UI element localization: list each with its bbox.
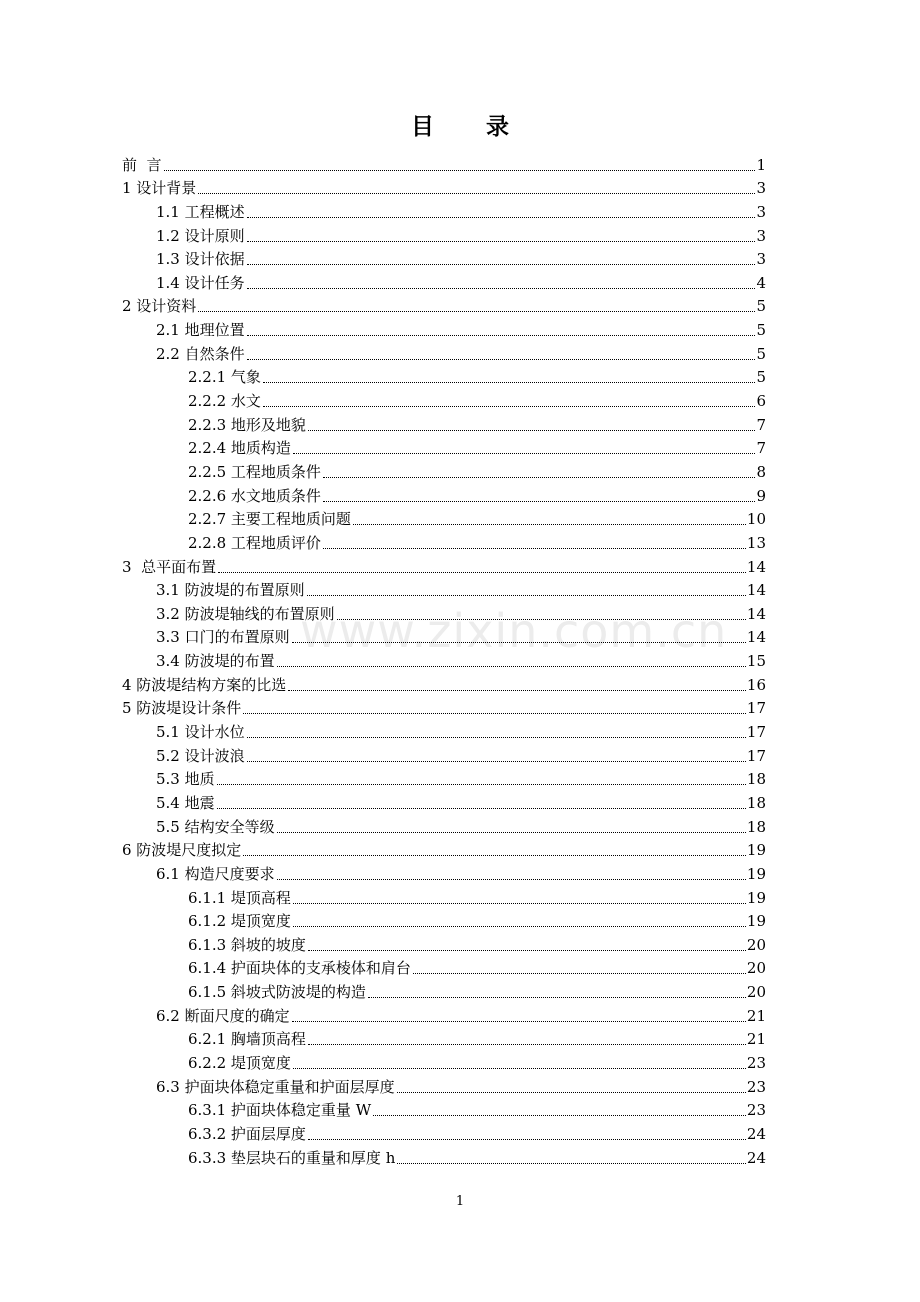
toc-dot-leader <box>307 595 746 596</box>
toc-dot-leader <box>247 359 756 360</box>
toc-dot-leader <box>218 572 746 573</box>
toc-entry-page: 19 <box>746 912 766 931</box>
toc-entry[interactable] <box>122 387 766 411</box>
toc-entry[interactable] <box>122 411 766 435</box>
toc-dot-leader <box>277 832 746 833</box>
toc-entry[interactable] <box>122 695 766 719</box>
toc-entry-page: 23 <box>746 1053 766 1072</box>
toc-entry-page: 1 <box>756 155 766 174</box>
toc-dot-leader <box>308 950 746 951</box>
toc-entry-label: 2.2.5 工程地质条件 <box>188 462 321 481</box>
toc-entry-label: 1.1 工程概述 <box>156 202 245 221</box>
toc-entry[interactable] <box>122 175 766 199</box>
toc-entry-page: 17 <box>746 723 766 742</box>
toc-entry[interactable] <box>122 435 766 459</box>
toc-dot-leader <box>263 382 756 383</box>
toc-dot-leader <box>373 1115 746 1116</box>
toc-dot-leader <box>292 642 746 643</box>
toc-dot-leader <box>263 406 756 407</box>
toc-dot-leader <box>323 477 756 478</box>
toc-entry-label: 6.3.3 垫层块石的重量和厚度 h <box>188 1148 396 1167</box>
toc-entry[interactable] <box>122 671 766 695</box>
toc-entry-page: 3 <box>756 179 766 198</box>
toc-dot-leader <box>247 288 756 289</box>
toc-entry-page: 21 <box>746 1006 766 1025</box>
toc-entry[interactable] <box>122 860 766 884</box>
toc-entry[interactable] <box>122 908 766 932</box>
toc-entry-label: 2.2.3 地形及地貌 <box>188 415 306 434</box>
toc-entry[interactable] <box>122 1144 766 1168</box>
toc-entry-label: 5.5 结构安全等级 <box>156 817 275 836</box>
toc-dot-leader <box>164 170 756 171</box>
toc-dot-leader <box>292 1021 746 1022</box>
toc-entry[interactable] <box>122 1049 766 1073</box>
toc-entry-page: 23 <box>746 1101 766 1120</box>
toc-entry[interactable] <box>122 955 766 979</box>
toc-entry-page: 5 <box>756 321 766 340</box>
toc-entry[interactable] <box>122 718 766 742</box>
toc-entry-page: 4 <box>756 273 766 292</box>
toc-entry-label: 6.1.1 堤顶高程 <box>188 888 291 907</box>
toc-entry-page: 17 <box>746 746 766 765</box>
toc-dot-leader <box>337 619 746 620</box>
toc-entry[interactable] <box>122 978 766 1002</box>
toc-entry-label: 5 防波堤设计条件 <box>122 699 242 718</box>
toc-entry-page: 24 <box>746 1124 766 1143</box>
toc-entry-label: 5.3 地质 <box>156 770 215 789</box>
toc-dot-leader <box>323 548 746 549</box>
toc-dot-leader <box>293 1068 746 1069</box>
toc-entry-label: 2.2.2 水文 <box>188 392 261 411</box>
toc-dot-leader <box>247 761 746 762</box>
toc-entry-page: 15 <box>746 652 766 671</box>
toc-entry-page: 3 <box>756 226 766 245</box>
toc-entry-label: 1.4 设计任务 <box>156 273 245 292</box>
toc-entry[interactable] <box>122 837 766 861</box>
toc-entry[interactable] <box>122 1026 766 1050</box>
toc-entry-page: 5 <box>756 297 766 316</box>
toc-entry-label: 2.1 地理位置 <box>156 321 245 340</box>
toc-entry-label: 3.2 防波堤轴线的布置原则 <box>156 604 335 623</box>
toc-entry-label: 6.2 断面尺度的确定 <box>156 1006 290 1025</box>
toc-entry-label: 2.2.4 地质构造 <box>188 439 291 458</box>
toc-entry-label: 1.2 设计原则 <box>156 226 245 245</box>
toc-dot-leader <box>243 855 746 856</box>
toc-entry-label: 3.4 防波堤的布置 <box>156 652 275 671</box>
toc-entry-label: 6 防波堤尺度拟定 <box>122 841 242 860</box>
watermark: www.zixin.com.cn <box>300 604 728 658</box>
toc-dot-leader <box>217 808 746 809</box>
toc-dot-leader <box>247 264 756 265</box>
toc-entry-page: 7 <box>756 415 766 434</box>
toc-dot-leader <box>368 997 746 998</box>
toc-entry-page: 20 <box>746 935 766 954</box>
toc-entry-label: 2.2.1 气象 <box>188 368 261 387</box>
toc-entry-label: 3 总平面布置 <box>122 557 217 576</box>
toc-entry-page: 6 <box>756 392 766 411</box>
toc-entry-label: 前 言 <box>122 155 162 174</box>
toc-entry[interactable] <box>122 151 766 175</box>
toc-entry-page: 16 <box>746 675 766 694</box>
toc-entry[interactable] <box>122 1002 766 1026</box>
toc-entry[interactable] <box>122 364 766 388</box>
toc-entry-page: 17 <box>746 699 766 718</box>
toc-dot-leader <box>397 1092 746 1093</box>
toc-entry-label: 2 设计资料 <box>122 297 197 316</box>
toc-dot-leader <box>397 1163 746 1164</box>
toc-entry-label: 6.3.1 护面块体稳定重量 W <box>188 1101 372 1120</box>
toc-entry[interactable] <box>122 742 766 766</box>
toc-entry[interactable] <box>122 316 766 340</box>
toc-dot-leader <box>413 973 746 974</box>
toc-entry-page: 13 <box>746 533 766 552</box>
toc-entry-label: 2.2 自然条件 <box>156 344 245 363</box>
toc-entry[interactable] <box>122 789 766 813</box>
toc-dot-leader <box>353 524 746 525</box>
toc-dot-leader <box>293 903 746 904</box>
toc-entry-page: 21 <box>746 1030 766 1049</box>
toc-dot-leader <box>217 784 746 785</box>
toc-entry-page: 14 <box>746 557 766 576</box>
toc-entry[interactable] <box>122 458 766 482</box>
toc-dot-leader <box>247 335 756 336</box>
toc-entry-label: 1.3 设计依据 <box>156 250 245 269</box>
toc-entry-page: 8 <box>756 462 766 481</box>
toc-entry[interactable] <box>122 624 766 648</box>
toc-entry[interactable] <box>122 222 766 246</box>
page-number: 1 <box>455 1194 465 1209</box>
toc-entry-label: 6.3.2 护面层厚度 <box>188 1124 306 1143</box>
toc-entry[interactable] <box>122 246 766 270</box>
toc-dot-leader <box>198 193 755 194</box>
toc-entry[interactable] <box>122 553 766 577</box>
toc-entry-page: 14 <box>746 628 766 647</box>
toc-entry-label: 6.1.2 堤顶宽度 <box>188 912 291 931</box>
toc-entry[interactable] <box>122 506 766 530</box>
toc-entry-page: 7 <box>756 439 766 458</box>
toc-entry-page: 3 <box>756 202 766 221</box>
toc-entry[interactable] <box>122 884 766 908</box>
toc-entry-page: 19 <box>746 841 766 860</box>
toc-entry[interactable] <box>122 340 766 364</box>
toc-dot-leader <box>198 311 755 312</box>
toc-dot-leader <box>308 1139 746 1140</box>
toc-dot-leader <box>277 879 746 880</box>
toc-dot-leader <box>247 217 756 218</box>
toc-entry-page: 14 <box>746 581 766 600</box>
toc-entry-label: 5.1 设计水位 <box>156 723 245 742</box>
toc-dot-leader <box>293 926 746 927</box>
toc-entry-page: 3 <box>756 250 766 269</box>
toc-entry-page: 19 <box>746 864 766 883</box>
toc-entry-label: 6.2.2 堤顶宽度 <box>188 1053 291 1072</box>
toc-dot-leader <box>308 1044 746 1045</box>
page-title: 目 录 <box>410 114 531 140</box>
toc-entry-page: 18 <box>746 817 766 836</box>
toc-entry-page: 5 <box>756 368 766 387</box>
toc-dot-leader <box>243 713 746 714</box>
toc-entry[interactable] <box>122 766 766 790</box>
toc-entry-label: 6.1.5 斜坡式防波堤的构造 <box>188 983 366 1002</box>
toc-entry[interactable] <box>122 647 766 671</box>
toc-entry[interactable] <box>122 198 766 222</box>
toc-entry-label: 4 防波堤结构方案的比选 <box>122 675 287 694</box>
toc-entry-label: 5.4 地震 <box>156 793 215 812</box>
toc-entry-label: 6.1.4 护面块体的支承棱体和肩台 <box>188 959 411 978</box>
toc-entry-page: 20 <box>746 983 766 1002</box>
toc-dot-leader <box>308 430 756 431</box>
toc-entry-label: 6.1.3 斜坡的坡度 <box>188 935 306 954</box>
toc-entry-label: 6.3 护面块体稳定重量和护面层厚度 <box>156 1077 395 1096</box>
toc-entry-label: 2.2.6 水文地质条件 <box>188 486 321 505</box>
toc-entry-label: 2.2.8 工程地质评价 <box>188 533 321 552</box>
toc-entry-page: 10 <box>746 510 766 529</box>
toc-entry-label: 6.1 构造尺度要求 <box>156 864 275 883</box>
toc-entry-label: 6.2.1 胸墙顶高程 <box>188 1030 306 1049</box>
toc-entry-page: 18 <box>746 770 766 789</box>
toc-entry-page: 9 <box>756 486 766 505</box>
toc-entry-label: 5.2 设计波浪 <box>156 746 245 765</box>
toc-dot-leader <box>323 501 756 502</box>
toc-entry-page: 23 <box>746 1077 766 1096</box>
toc-entry[interactable] <box>122 577 766 601</box>
toc-dot-leader <box>288 690 746 691</box>
toc-entry[interactable] <box>122 293 766 317</box>
toc-dot-leader <box>247 241 756 242</box>
toc-entry-page: 5 <box>756 344 766 363</box>
toc-entry[interactable] <box>122 600 766 624</box>
toc-entry[interactable] <box>122 1097 766 1121</box>
toc-dot-leader <box>277 666 746 667</box>
toc-entry-label: 1 设计背景 <box>122 179 197 198</box>
toc-entry[interactable] <box>122 931 766 955</box>
toc-entry-page: 14 <box>746 604 766 623</box>
table-of-contents <box>122 151 766 1168</box>
toc-entry[interactable] <box>122 1073 766 1097</box>
toc-dot-leader <box>293 453 756 454</box>
toc-entry[interactable] <box>122 482 766 506</box>
toc-entry-page: 18 <box>746 793 766 812</box>
toc-entry-page: 24 <box>746 1148 766 1167</box>
toc-entry-label: 2.2.7 主要工程地质问题 <box>188 510 351 529</box>
toc-entry-label: 3.3 口门的布置原则 <box>156 628 290 647</box>
toc-dot-leader <box>247 737 746 738</box>
toc-entry-page: 19 <box>746 888 766 907</box>
toc-entry[interactable] <box>122 813 766 837</box>
toc-entry[interactable] <box>122 1120 766 1144</box>
toc-entry-page: 20 <box>746 959 766 978</box>
toc-entry-label: 3.1 防波堤的布置原则 <box>156 581 305 600</box>
toc-entry[interactable] <box>122 529 766 553</box>
toc-entry[interactable] <box>122 269 766 293</box>
